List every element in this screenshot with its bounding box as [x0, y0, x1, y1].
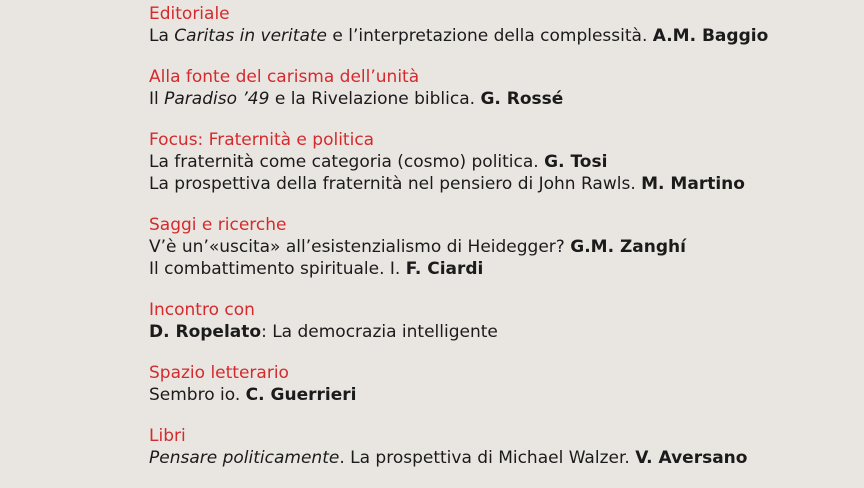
entry-author: G.M. Zanghí — [570, 237, 686, 257]
toc-section-saggi — [149, 214, 849, 280]
section-title: Saggi e ricerche — [149, 215, 287, 235]
entry-author: C. Guerrieri — [245, 385, 357, 405]
toc-section-libri — [149, 425, 849, 469]
toc-entry — [149, 173, 849, 195]
section-title: Focus: Fraternità e politica — [149, 130, 375, 150]
entry-author: G. Tosi — [544, 152, 608, 172]
toc-entry — [149, 447, 849, 469]
toc-section-alla-fonte — [149, 66, 849, 110]
entry-text: Il — [149, 89, 165, 109]
entry-text: e l’interpretazione della complessità. — [326, 26, 653, 46]
section-title: Incontro con — [149, 300, 255, 320]
entry-text: La fraternità come categoria (cosmo) politica. — [149, 152, 545, 172]
toc-entry — [149, 88, 849, 110]
entry-text: V’è un’«uscita» all’esistenzialismo di Heidegger? — [149, 237, 571, 257]
toc-entry — [149, 258, 849, 280]
entry-italic-title: Paradiso ’49 — [164, 89, 270, 109]
entry-author: D. Ropelato — [149, 322, 262, 342]
entry-author: M. Martino — [641, 174, 745, 194]
entry-italic-title: Caritas in veritate — [174, 26, 327, 46]
entry-text: Sembro io. — [149, 385, 246, 405]
toc-entry — [149, 236, 849, 258]
toc-entry — [149, 25, 849, 47]
entry-text: La — [149, 26, 175, 46]
entry-text: . La prospettiva di Michael Walzer. — [339, 448, 636, 468]
toc-entry — [149, 321, 849, 343]
table-of-contents — [149, 3, 849, 488]
entry-author: V. Aversano — [635, 448, 748, 468]
entry-text: e la Rivelazione biblica. — [269, 89, 481, 109]
entry-text: Il combattimento spirituale. I. — [149, 259, 406, 279]
entry-text: : La democrazia intelligente — [261, 322, 498, 342]
entry-author: A.M. Baggio — [652, 26, 769, 46]
toc-entry — [149, 384, 849, 406]
toc-section-focus — [149, 129, 849, 195]
section-title: Alla fonte del carisma dell’unità — [149, 67, 420, 87]
toc-section-incontro — [149, 299, 849, 343]
entry-author: G. Rossé — [480, 89, 564, 109]
section-title: Spazio letterario — [149, 363, 289, 383]
entry-italic-title: Pensare politicamente — [149, 448, 340, 468]
toc-section-spazio-letterario — [149, 362, 849, 406]
entry-text: La prospettiva della fraternità nel pensiero di John Rawls. — [149, 174, 642, 194]
section-title: Editoriale — [149, 4, 230, 24]
toc-section-editoriale — [149, 3, 849, 47]
toc-entry — [149, 151, 849, 173]
section-title: Libri — [149, 426, 186, 446]
entry-author: F. Ciardi — [405, 259, 484, 279]
